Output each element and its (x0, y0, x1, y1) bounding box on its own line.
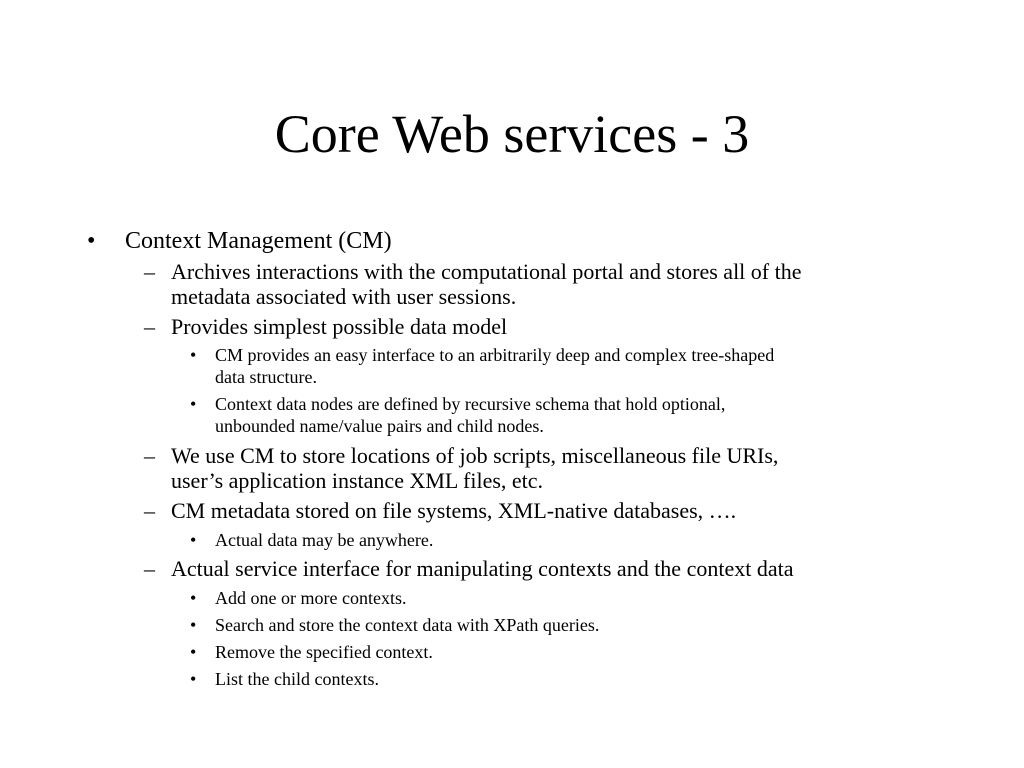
bullet-marker: • (87, 228, 96, 254)
item-add-contexts: Add one or more contexts. (215, 588, 407, 608)
dash-marker: – (144, 314, 155, 339)
bullet-marker: • (190, 530, 197, 550)
dash-marker: – (144, 443, 155, 468)
item-archives-line-2: metadata associated with user sessions. (171, 284, 517, 309)
slide-title: Core Web services - 3 (274, 104, 750, 164)
bullet-marker: • (190, 615, 197, 635)
item-remove-context: Remove the specified context. (215, 642, 433, 662)
bullet-marker: • (190, 345, 197, 365)
dash-marker: – (144, 556, 155, 581)
item-data-nodes-line-2: unbounded name/value pairs and child nodes. (215, 416, 544, 436)
item-store-locations-line-2: user’s application instance XML files, etc. (171, 468, 544, 493)
item-easy-interface-line-1: CM provides an easy interface to an arbitrarily deep and complex tree-shaped (215, 345, 775, 365)
item-service-interface: Actual service interface for manipulating contexts and the context data (171, 556, 794, 581)
item-data-nodes-line-1: Context data nodes are defined by recursive schema that hold optional, (215, 394, 726, 414)
item-context-management: Context Management (CM) (125, 228, 392, 254)
item-cm-metadata: CM metadata stored on file systems, XML-native databases, …. (171, 498, 737, 523)
item-search-store: Search and store the context data with XPath queries. (215, 615, 600, 635)
bullet-marker: • (190, 669, 197, 689)
item-simplest-data-model: Provides simplest possible data model (171, 314, 508, 339)
item-list-children: List the child contexts. (215, 669, 379, 689)
bullet-marker: • (190, 394, 197, 414)
item-store-locations-line-1: We use CM to store locations of job scripts, miscellaneous file URIs, (171, 443, 779, 468)
dash-marker: – (144, 259, 155, 284)
dash-marker: – (144, 498, 155, 523)
bullet-marker: • (190, 642, 197, 662)
item-easy-interface-line-2: data structure. (215, 367, 317, 387)
item-actual-data: Actual data may be anywhere. (215, 530, 434, 550)
item-archives-line-1: Archives interactions with the computational portal and stores all of the (171, 259, 802, 284)
bullet-marker: • (190, 588, 197, 608)
